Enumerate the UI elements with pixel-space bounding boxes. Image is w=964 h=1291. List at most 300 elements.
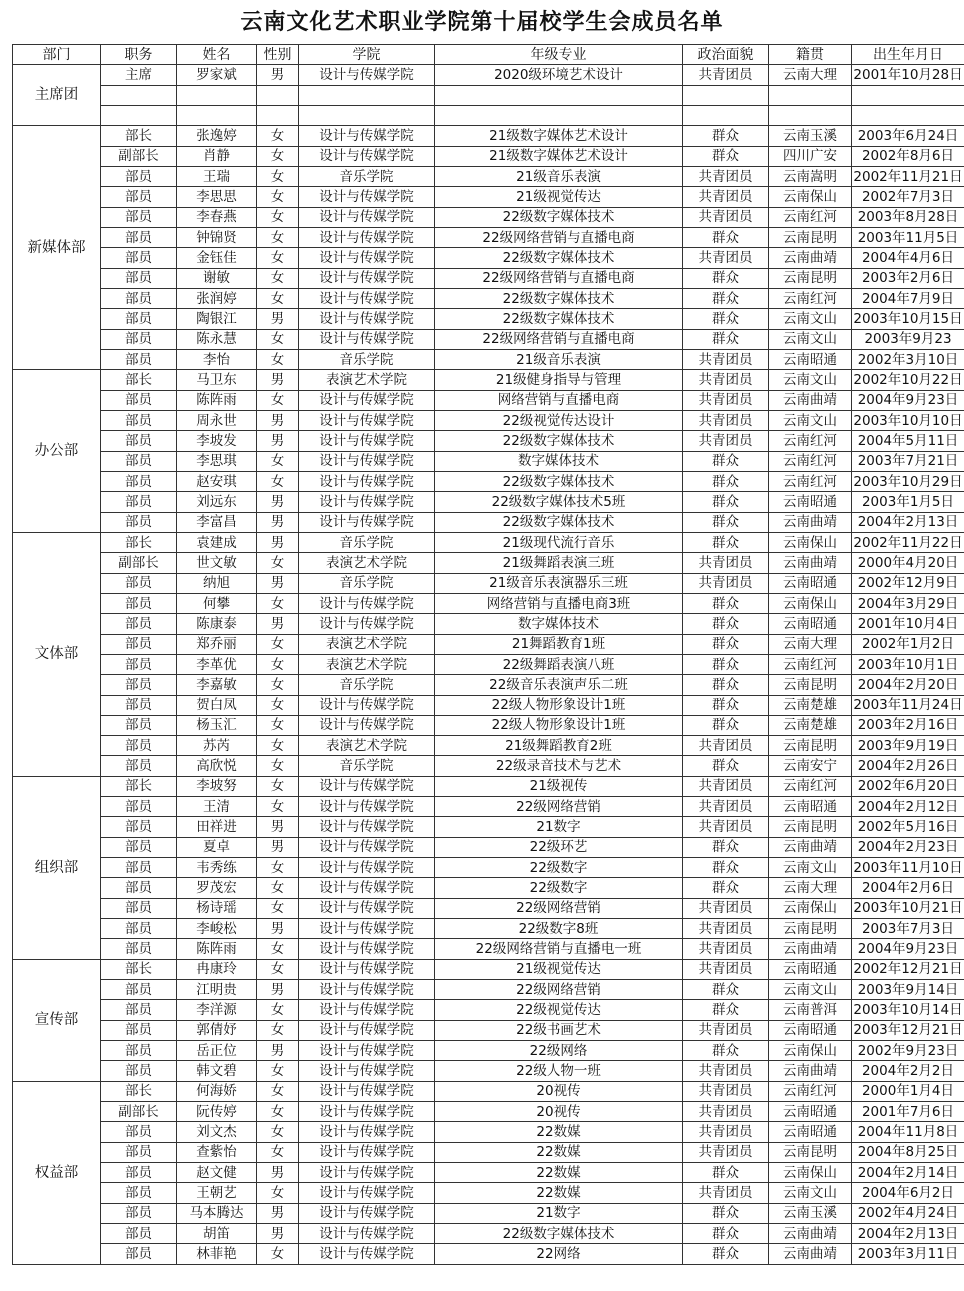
major-cell: 21级数字媒体艺术设计 [435,146,683,166]
major-cell: 22数媒 [435,1183,683,1203]
major-cell: 22级网络营销 [435,898,683,918]
college-cell: 设计与传媒学院 [299,715,435,735]
hometown-cell: 云南昭通 [769,349,852,369]
gender-cell: 男 [257,309,299,329]
birthdate-cell [852,105,964,125]
major-cell: 22级视觉传达 [435,1000,683,1020]
table-row [13,817,964,837]
role-cell: 部长 [101,776,177,796]
gender-cell: 女 [257,776,299,796]
hometown-cell: 云南玉溪 [769,126,852,146]
political-cell: 共青团员 [683,817,769,837]
birthdate-cell: 2003年2月6日 [852,268,964,288]
gender-cell: 女 [257,695,299,715]
major-cell: 21级视觉传达 [435,187,683,207]
college-cell: 设计与传媒学院 [299,1142,435,1162]
hometown-cell: 云南红河 [769,471,852,491]
major-cell: 21级数字媒体艺术设计 [435,126,683,146]
hometown-cell: 云南昆明 [769,817,852,837]
gender-cell: 男 [257,980,299,1000]
role-cell: 部员 [101,817,177,837]
table-row [13,919,964,939]
college-cell: 表演艺术学院 [299,634,435,654]
major-cell: 21级音乐表演器乐三班 [435,573,683,593]
table-row [13,207,964,227]
political-cell: 群众 [683,1244,769,1264]
name-cell: 刘文杰 [177,1122,257,1142]
political-cell: 群众 [683,837,769,857]
birthdate-cell: 2001年7月6日 [852,1102,964,1122]
header-name: 姓名 [177,45,257,65]
hometown-cell: 云南大理 [769,878,852,898]
college-cell: 设计与传媒学院 [299,614,435,634]
table-row [13,939,964,959]
role-cell [101,105,177,125]
table-row [13,1224,964,1244]
hometown-cell: 云南红河 [769,207,852,227]
header-college: 学院 [299,45,435,65]
birthdate-cell: 2002年4月24日 [852,1203,964,1223]
hometown-cell: 云南昭通 [769,614,852,634]
hometown-cell: 云南嵩明 [769,166,852,186]
name-cell: 岳正位 [177,1041,257,1061]
major-cell: 22级舞蹈表演八班 [435,654,683,674]
role-cell: 部员 [101,349,177,369]
table-row [13,105,964,125]
table-row [13,1041,964,1061]
gender-cell: 女 [257,1142,299,1162]
political-cell: 共青团员 [683,431,769,451]
birthdate-cell: 2004年7月9日 [852,288,964,308]
hometown-cell: 云南文山 [769,858,852,878]
political-cell: 群众 [683,492,769,512]
hometown-cell: 云南保山 [769,1041,852,1061]
political-cell: 群众 [683,1041,769,1061]
birthdate-cell: 2004年5月11日 [852,431,964,451]
political-cell: 群众 [683,512,769,532]
role-cell: 部员 [101,573,177,593]
table-row [13,1163,964,1183]
name-cell: 赵文健 [177,1163,257,1183]
name-cell: 刘远东 [177,492,257,512]
birthdate-cell: 2004年2月6日 [852,878,964,898]
name-cell: 胡笛 [177,1224,257,1244]
college-cell: 设计与传媒学院 [299,1102,435,1122]
birthdate-cell: 2003年9月23 [852,329,964,349]
role-cell: 部长 [101,370,177,390]
hometown-cell: 云南昭通 [769,492,852,512]
table-row [13,878,964,898]
birthdate-cell: 2003年10月29日 [852,471,964,491]
table-row [13,532,964,552]
political-cell: 共青团员 [683,573,769,593]
role-cell: 部员 [101,288,177,308]
gender-cell: 女 [257,898,299,918]
gender-cell: 女 [257,675,299,695]
table-row [13,288,964,308]
hometown-cell: 云南昆明 [769,268,852,288]
role-cell: 部员 [101,1122,177,1142]
name-cell: 王清 [177,797,257,817]
political-cell: 共青团员 [683,898,769,918]
political-cell: 共青团员 [683,390,769,410]
role-cell: 部员 [101,878,177,898]
role-cell: 部长 [101,959,177,979]
gender-cell: 女 [257,187,299,207]
name-cell: 郑乔丽 [177,634,257,654]
name-cell: 钟锦贤 [177,227,257,247]
name-cell: 周永世 [177,410,257,430]
gender-cell: 男 [257,573,299,593]
table-row [13,166,964,186]
major-cell: 21级健身指导与管理 [435,370,683,390]
gender-cell: 女 [257,553,299,573]
table-row [13,898,964,918]
role-cell: 部员 [101,268,177,288]
birthdate-cell: 2003年10月21日 [852,898,964,918]
gender-cell: 女 [257,268,299,288]
gender-cell: 女 [257,715,299,735]
name-cell: 查紫怡 [177,1142,257,1162]
hometown-cell: 云南文山 [769,1183,852,1203]
birthdate-cell: 2003年10月10日 [852,410,964,430]
birthdate-cell: 2003年7月21日 [852,451,964,471]
role-cell: 副部长 [101,146,177,166]
political-cell: 群众 [683,329,769,349]
major-cell: 22级网络营销与直播电商 [435,227,683,247]
role-cell: 部员 [101,410,177,430]
birthdate-cell: 2003年9月14日 [852,980,964,1000]
birthdate-cell: 2004年9月23日 [852,939,964,959]
birthdate-cell: 2004年2月13日 [852,1224,964,1244]
name-cell: 世文敏 [177,553,257,573]
name-cell: 杨诗瑶 [177,898,257,918]
gender-cell: 女 [257,349,299,369]
college-cell: 设计与传媒学院 [299,1020,435,1040]
name-cell: 马卫东 [177,370,257,390]
department-cell: 办公部 [13,370,101,533]
gender-cell: 女 [257,390,299,410]
major-cell: 22级数字媒体技术 [435,207,683,227]
gender-cell: 女 [257,227,299,247]
gender-cell: 女 [257,1000,299,1020]
major-cell [435,105,683,125]
role-cell: 部员 [101,451,177,471]
document-title: 云南文化艺术职业学院第十届校学生会成员名单 [240,10,724,35]
hometown-cell: 云南红河 [769,451,852,471]
table-row [13,634,964,654]
gender-cell: 女 [257,126,299,146]
birthdate-cell: 2001年10月28日 [852,65,964,85]
table-row [13,451,964,471]
political-cell: 共青团员 [683,959,769,979]
birthdate-cell: 2003年10月14日 [852,1000,964,1020]
college-cell: 设计与传媒学院 [299,207,435,227]
role-cell: 部员 [101,593,177,613]
hometown-cell: 云南昆明 [769,675,852,695]
college-cell: 设计与传媒学院 [299,837,435,857]
table-row [13,349,964,369]
college-cell: 表演艺术学院 [299,370,435,390]
table-row [13,85,964,105]
role-cell: 副部长 [101,553,177,573]
gender-cell: 男 [257,532,299,552]
gender-cell: 女 [257,878,299,898]
birthdate-cell: 2002年9月23日 [852,1041,964,1061]
name-cell: 陈康泰 [177,614,257,634]
hometown-cell: 云南楚雄 [769,715,852,735]
political-cell [683,105,769,125]
major-cell: 22级人物形象设计1班 [435,695,683,715]
hometown-cell: 云南红河 [769,1081,852,1101]
birthdate-cell: 2000年4月20日 [852,553,964,573]
gender-cell: 女 [257,1244,299,1264]
political-cell: 共青团员 [683,1183,769,1203]
college-cell: 设计与传媒学院 [299,512,435,532]
gender-cell: 女 [257,593,299,613]
birthdate-cell: 2003年12月21日 [852,1020,964,1040]
college-cell: 音乐学院 [299,675,435,695]
major-cell: 22网络 [435,1244,683,1264]
hometown-cell: 云南大理 [769,634,852,654]
political-cell: 共青团员 [683,187,769,207]
major-cell: 20视传 [435,1081,683,1101]
name-cell: 韦秀练 [177,858,257,878]
name-cell: 罗茂宏 [177,878,257,898]
college-cell: 设计与传媒学院 [299,1081,435,1101]
gender-cell: 女 [257,736,299,756]
birthdate-cell: 2003年11月24日 [852,695,964,715]
major-cell: 22级数字8班 [435,919,683,939]
gender-cell: 女 [257,1122,299,1142]
table-row [13,1142,964,1162]
name-cell: 肖静 [177,146,257,166]
role-cell: 部员 [101,1020,177,1040]
hometown-cell: 云南红河 [769,431,852,451]
major-cell: 22级网络营销与直播电一班 [435,939,683,959]
political-cell: 群众 [683,1203,769,1223]
birthdate-cell: 2004年2月12日 [852,797,964,817]
major-cell: 21级现代流行音乐 [435,532,683,552]
birthdate-cell: 2002年3月10日 [852,349,964,369]
birthdate-cell: 2002年6月20日 [852,776,964,796]
table-row [13,370,964,390]
major-cell: 21级视传 [435,776,683,796]
role-cell: 部员 [101,1183,177,1203]
birthdate-cell: 2002年5月16日 [852,817,964,837]
name-cell: 谢敏 [177,268,257,288]
gender-cell: 女 [257,654,299,674]
name-cell: 李坡发 [177,431,257,451]
major-cell: 22级数字媒体技术 [435,309,683,329]
name-cell: 李思琪 [177,451,257,471]
major-cell: 22级数字媒体技术 [435,248,683,268]
name-cell: 何海娇 [177,1081,257,1101]
birthdate-cell: 2004年3月29日 [852,593,964,613]
header-birthdate: 出生年月日 [852,45,964,65]
table-row [13,410,964,430]
role-cell: 部员 [101,227,177,247]
hometown-cell: 四川广安 [769,146,852,166]
hometown-cell: 云南昭通 [769,1102,852,1122]
role-cell: 部员 [101,1224,177,1244]
college-cell: 设计与传媒学院 [299,1041,435,1061]
birthdate-cell: 2001年10月4日 [852,614,964,634]
college-cell: 设计与传媒学院 [299,1061,435,1081]
table-row [13,187,964,207]
college-cell: 表演艺术学院 [299,654,435,674]
table-row [13,1183,964,1203]
name-cell [177,85,257,105]
table-row [13,329,964,349]
birthdate-cell: 2004年8月25日 [852,1142,964,1162]
major-cell: 22级数字媒体技术 [435,431,683,451]
name-cell: 李富昌 [177,512,257,532]
name-cell: 罗家斌 [177,65,257,85]
name-cell: 贺白凤 [177,695,257,715]
political-cell: 共青团员 [683,370,769,390]
role-cell: 部员 [101,1163,177,1183]
major-cell: 22级数字媒体技术 [435,288,683,308]
major-cell: 2020级环境艺术设计 [435,65,683,85]
header-gender: 性别 [257,45,299,65]
role-cell: 部员 [101,898,177,918]
birthdate-cell: 2003年10月15日 [852,309,964,329]
name-cell: 李嘉敏 [177,675,257,695]
college-cell: 音乐学院 [299,756,435,776]
department-cell: 组织部 [13,776,101,959]
major-cell: 22数媒 [435,1163,683,1183]
hometown-cell: 云南普洱 [769,1000,852,1020]
table-row [13,1000,964,1020]
name-cell: 赵安琪 [177,471,257,491]
major-cell: 网络营销与直播电商3班 [435,593,683,613]
role-cell: 部员 [101,1061,177,1081]
name-cell [177,105,257,125]
college-cell: 设计与传媒学院 [299,431,435,451]
table-row [13,1020,964,1040]
role-cell: 部员 [101,654,177,674]
hometown-cell: 云南安宁 [769,756,852,776]
hometown-cell: 云南保山 [769,898,852,918]
hometown-cell: 云南保山 [769,1163,852,1183]
gender-cell: 女 [257,248,299,268]
college-cell: 设计与传媒学院 [299,858,435,878]
college-cell: 设计与传媒学院 [299,410,435,430]
hometown-cell: 云南红河 [769,776,852,796]
table-row [13,715,964,735]
gender-cell: 男 [257,1203,299,1223]
political-cell: 共青团员 [683,736,769,756]
gender-cell: 男 [257,1041,299,1061]
role-cell: 部员 [101,431,177,451]
political-cell: 群众 [683,288,769,308]
role-cell: 部员 [101,1041,177,1061]
name-cell: 田祥进 [177,817,257,837]
college-cell: 音乐学院 [299,166,435,186]
role-cell: 部员 [101,634,177,654]
role-cell: 部员 [101,512,177,532]
gender-cell: 女 [257,207,299,227]
department-cell: 文体部 [13,532,101,776]
political-cell: 群众 [683,309,769,329]
role-cell: 部员 [101,166,177,186]
major-cell: 22级书画艺术 [435,1020,683,1040]
role-cell: 部员 [101,309,177,329]
gender-cell: 男 [257,512,299,532]
gender-cell: 女 [257,1183,299,1203]
table-row [13,1102,964,1122]
header-political: 政治面貌 [683,45,769,65]
college-cell: 表演艺术学院 [299,553,435,573]
table-row [13,573,964,593]
name-cell: 王瑞 [177,166,257,186]
major-cell: 22数媒 [435,1122,683,1142]
name-cell: 张润婷 [177,288,257,308]
birthdate-cell: 2003年11月10日 [852,858,964,878]
header-hometown: 籍贯 [769,45,852,65]
major-cell: 21级舞蹈表演三班 [435,553,683,573]
table-row [13,553,964,573]
political-cell: 群众 [683,1163,769,1183]
political-cell: 共青团员 [683,1102,769,1122]
name-cell: 李洋源 [177,1000,257,1020]
major-cell: 22级音乐表演声乐二班 [435,675,683,695]
name-cell: 阮传婷 [177,1102,257,1122]
political-cell: 群众 [683,654,769,674]
political-cell: 群众 [683,695,769,715]
name-cell: 马本腾达 [177,1203,257,1223]
table-row [13,227,964,247]
role-cell: 部长 [101,1081,177,1101]
political-cell: 群众 [683,878,769,898]
name-cell: 韩文碧 [177,1061,257,1081]
birthdate-cell: 2002年1月2日 [852,634,964,654]
hometown-cell: 云南文山 [769,309,852,329]
college-cell: 设计与传媒学院 [299,492,435,512]
name-cell: 夏卓 [177,837,257,857]
major-cell: 22级人物一班 [435,1061,683,1081]
college-cell: 设计与传媒学院 [299,451,435,471]
college-cell: 表演艺术学院 [299,736,435,756]
gender-cell: 男 [257,614,299,634]
role-cell: 部员 [101,756,177,776]
table-row [13,695,964,715]
political-cell: 群众 [683,146,769,166]
political-cell: 群众 [683,1224,769,1244]
name-cell: 张逸婷 [177,126,257,146]
birthdate-cell: 2004年2月23日 [852,837,964,857]
hometown-cell: 云南昆明 [769,736,852,756]
gender-cell: 男 [257,370,299,390]
birthdate-cell: 2004年2月20日 [852,675,964,695]
gender-cell: 女 [257,959,299,979]
college-cell: 设计与传媒学院 [299,980,435,1000]
name-cell: 林菲艳 [177,1244,257,1264]
name-cell: 李坡努 [177,776,257,796]
table-row [13,776,964,796]
college-cell: 设计与传媒学院 [299,268,435,288]
table-row [13,512,964,532]
role-cell: 部员 [101,837,177,857]
college-cell: 设计与传媒学院 [299,248,435,268]
birthdate-cell: 2004年4月6日 [852,248,964,268]
table-row [13,471,964,491]
hometown-cell: 云南曲靖 [769,939,852,959]
name-cell: 陈阵雨 [177,390,257,410]
table-row [13,614,964,634]
political-cell: 群众 [683,675,769,695]
